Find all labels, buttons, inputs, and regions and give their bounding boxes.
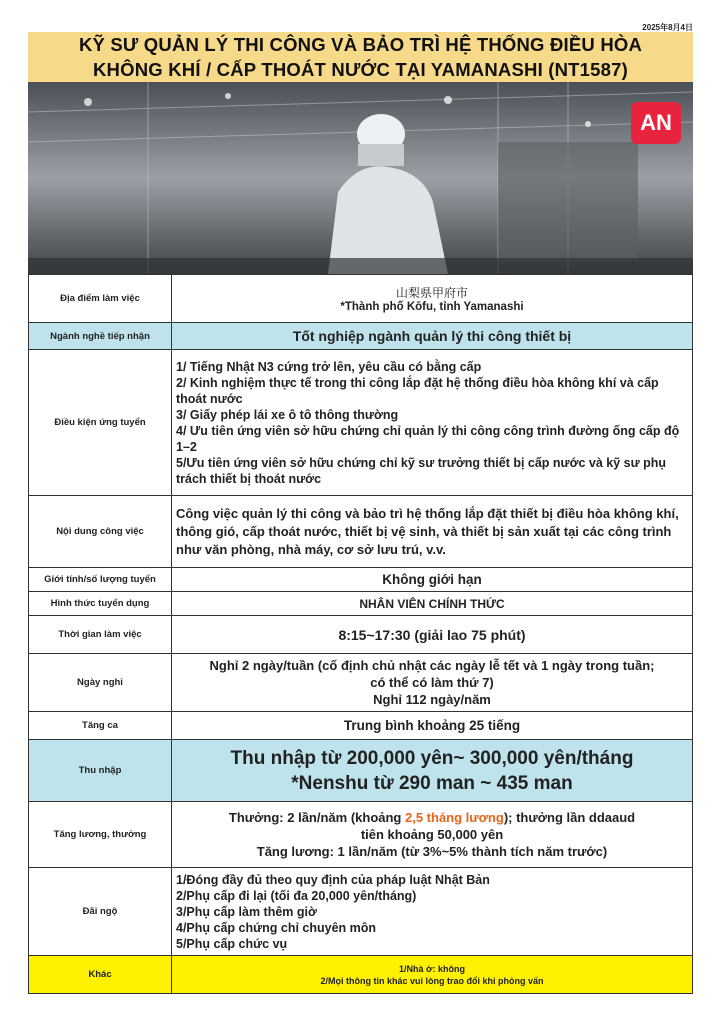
location-vn: *Thành phố Kōfu, tỉnh Yamanashi	[340, 301, 524, 313]
overtime-value: Trung bình khoảng 25 tiếng	[172, 712, 693, 740]
hero-photo	[28, 82, 693, 274]
row-hours	[29, 616, 693, 654]
location-value	[172, 275, 693, 323]
row-income	[29, 740, 693, 802]
holidays-value	[172, 654, 693, 712]
benefit-item: 2/Phụ cấp đi lại (tối đa 20,000 yên/tháng)	[176, 888, 417, 903]
row-job	[29, 496, 693, 568]
row-overtime	[29, 712, 693, 740]
industry-label: Ngành nghề tiếp nhận	[29, 323, 172, 350]
holidays-label: Ngày nghỉ	[29, 654, 172, 712]
holidays-line: có thể có làm thứ 7)	[370, 675, 494, 690]
requirement-item: 4/ Ưu tiên ứng viên sở hữu chứng chỉ quản lý thi công công trình đường ống cấp độ 1–2	[176, 423, 680, 454]
bonus-text: Thưởng: 2 lần/năm (khoảng	[228, 810, 405, 825]
gender-label: Giới tính/số lượng tuyển	[29, 568, 172, 592]
title-line-1: KỸ SƯ QUẢN LÝ THI CÔNG VÀ BẢO TRÌ HỆ THỐNG ĐIỀU HÒA	[78, 34, 643, 55]
requirement-item: 3/ Giấy phép lái xe ô tô thông thường	[176, 407, 399, 422]
bonus-text-tail: ); thưởng lần ddaaud	[503, 810, 636, 825]
location-jp: 山梨県甲府市	[395, 286, 468, 300]
holidays-line: Nghỉ 2 ngày/tuần (cố định chủ nhật các ngày lễ tết và 1 ngày trong tuần;	[209, 658, 655, 673]
row-industry	[29, 323, 693, 350]
row-requirements	[29, 350, 693, 496]
row-benefits	[29, 868, 693, 956]
requirement-item: 5/Ưu tiên ứng viên sở hữu chứng chỉ kỹ sư trưởng thiết bị cấp nước và kỹ sư phụ trách thiết bị thoát nước	[176, 455, 667, 486]
title-line-2: KHÔNG KHÍ / CẤP THOÁT NƯỚC TẠI YAMANASHI (NT1587)	[93, 59, 628, 80]
row-location	[29, 275, 693, 323]
benefits-list	[172, 868, 693, 956]
type-label: Hình thức tuyển dụng	[29, 592, 172, 616]
income-value	[172, 740, 693, 802]
job-value: Công việc quản lý thi công và bảo trì hệ thống lắp đặt thiết bị điều hòa không khí, thông gió, cấp thoát nước, thiết bị vệ sinh, và thiết bị sản xuất tại các công trình như văn phòng, nhà máy, cơ sở lưu trú, v.v.	[172, 496, 693, 568]
gender-value: Không giới hạn	[172, 568, 693, 592]
benefit-item: 5/Phụ cấp chức vụ	[176, 936, 288, 951]
page-title	[28, 32, 693, 82]
raise-label: Tăng lương, thưởng	[29, 802, 172, 868]
job-label: Nội dung công việc	[29, 496, 172, 568]
requirements-label: Điều kiện ứng tuyển	[29, 350, 172, 496]
row-type	[29, 592, 693, 616]
income-label: Thu nhập	[29, 740, 172, 802]
overtime-label: Tăng ca	[29, 712, 172, 740]
benefit-item: 4/Phụ cấp chứng chỉ chuyên môn	[176, 920, 377, 935]
date-stamp: 2025年8月4日	[642, 23, 693, 32]
other-line: 2/Mọi thông tin khác vui lòng trao đổi khi phỏng vấn	[320, 975, 544, 986]
benefits-label: Đãi ngộ	[29, 868, 172, 956]
job-details-table	[28, 274, 693, 994]
other-label: Khác	[29, 956, 172, 994]
row-holidays	[29, 654, 693, 712]
industry-value: Tốt nghiệp ngành quản lý thi công thiết bị	[172, 323, 693, 350]
benefit-item: 1/Đóng đầy đủ theo quy định của pháp luật Nhật Bản	[176, 872, 490, 887]
holidays-line: Nghỉ 112 ngày/năm	[373, 692, 491, 707]
bonus-first: tiên khoảng 50,000 yên	[360, 827, 504, 842]
other-value	[172, 956, 693, 994]
requirements-list	[172, 350, 693, 496]
row-raise	[29, 802, 693, 868]
bonus-line	[176, 809, 688, 826]
bonus-amount: 2,5 tháng lương	[404, 810, 504, 825]
raise-line: Tăng lương: 1 lần/năm (từ 3%~5% thành tích năm trước)	[256, 844, 608, 859]
type-value: NHÂN VIÊN CHÍNH THỨC	[172, 592, 693, 616]
an-logo: AN	[631, 102, 681, 144]
hours-value: 8:15~17:30 (giải lao 75 phút)	[172, 616, 693, 654]
engineer-illustration	[28, 82, 693, 274]
location-label: Địa điểm làm việc	[29, 275, 172, 323]
requirement-item: 2/ Kinh nghiệm thực tế trong thi công lắp đặt hệ thống điều hòa không khí và cấp thoát nước	[176, 375, 659, 406]
hours-label: Thời gian làm việc	[29, 616, 172, 654]
benefit-item: 3/Phụ cấp làm thêm giờ	[176, 904, 317, 919]
row-other	[29, 956, 693, 994]
income-yearly: *Nenshu từ 290 man ~ 435 man	[291, 772, 573, 794]
raise-value	[172, 802, 693, 868]
income-monthly: Thu nhập từ 200,000 yên~ 300,000 yên/tháng	[230, 747, 634, 769]
row-gender	[29, 568, 693, 592]
requirement-item: 1/ Tiếng Nhật N3 cứng trở lên, yêu cầu có bằng cấp	[176, 359, 482, 374]
other-line: 1/Nhà ở: không	[399, 963, 465, 974]
